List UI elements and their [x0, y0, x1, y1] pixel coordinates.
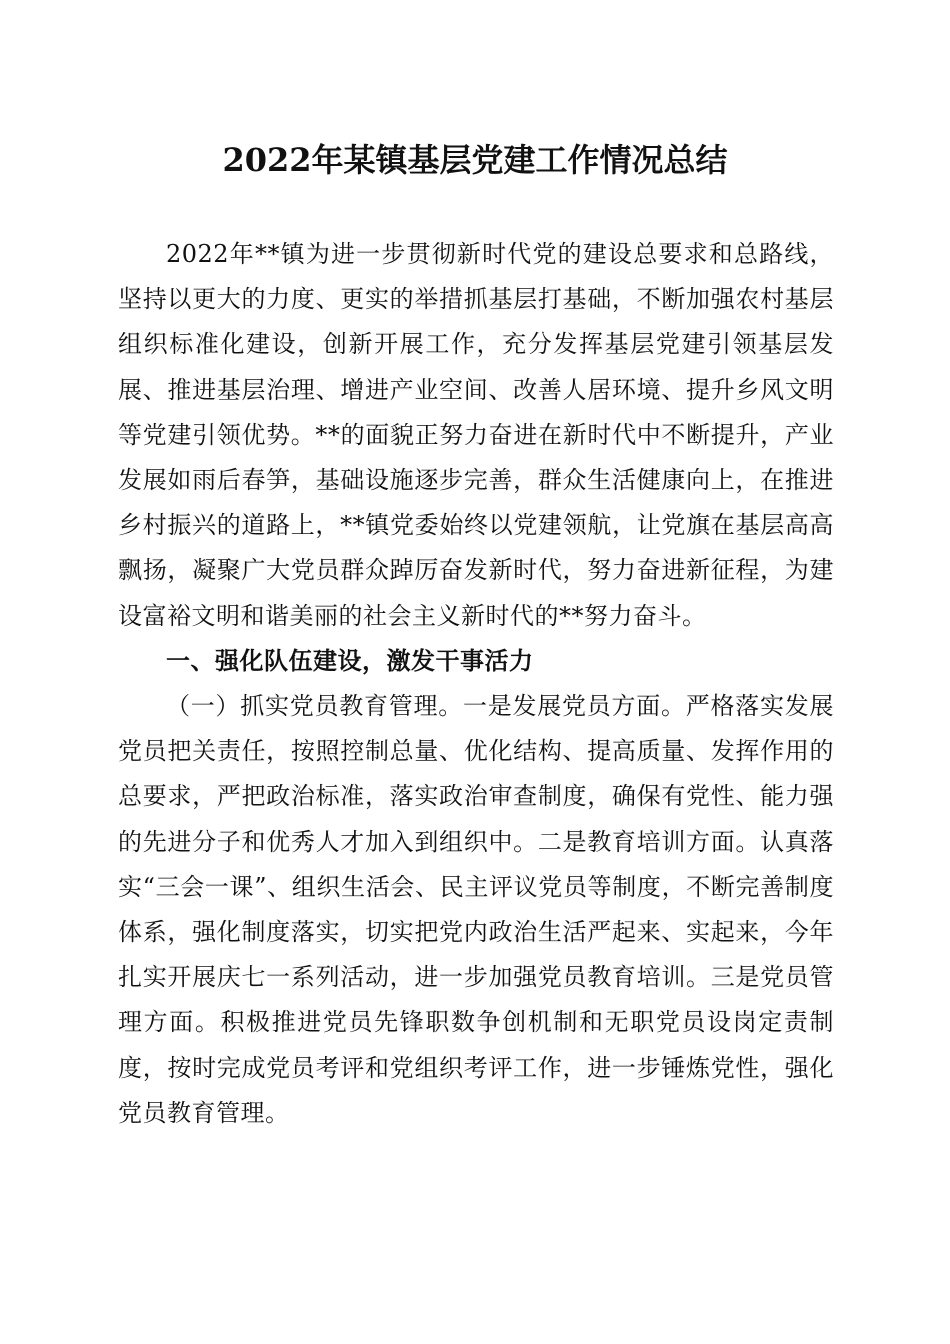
document-body [118, 232, 834, 1136]
document-title: 2022年某镇基层党建工作情况总结 [222, 141, 728, 179]
intro-paragraph: 2022年**镇为进一步贯彻新时代党的建设总要求和总路线，坚持以更大的力度、更实的举措抓基层打基础，不断加强农村基层组织标准化建设，创新开展工作，充分发挥基层党建引领基层发展、推进基层治理、增进产业空间、改善人居环境、提升乡风文明等党建引领优势。**的面貌正努力奋进在新时代中不断提升，产业发展如雨后春笋，基础设施逐步完善，群众生活健康向上，在推进乡村振兴的道路上，**镇党委始终以党建领航，让党旗在基层高高飘扬，凝聚广大党员群众踔厉奋发新时代，努力奋进新征程，为建设富裕文明和谐美丽的社会主义新时代的**努力奋斗。 [118, 240, 834, 630]
section-paragraph: （一）抓实党员教育管理。一是发展党员方面。严格落实发展党员把关责任，按照控制总量、优化结构、提高质量、发挥作用的总要求，严把政治标准，落实政治审查制度，确保有党性、能力强的先进分子和优秀人才加入到组织中。二是教育培训方面。认真落实“三会一课”、组织生活会、民主评议党员等制度，不断完善制度体系，强化制度落实，切实把党内政治生活严起来、实起来，今年扎实开展庆七一系列活动，进一步加强党员教育培训。三是党员管理方面。积极推进党员先锋职数争创机制和无职党员设岗定责制度，按时完成党员考评和党组织考评工作，进一步锤炼党性，强化党员教育管理。 [118, 692, 834, 1127]
section-heading: 一、强化队伍建设，激发干事活力 [166, 646, 534, 675]
